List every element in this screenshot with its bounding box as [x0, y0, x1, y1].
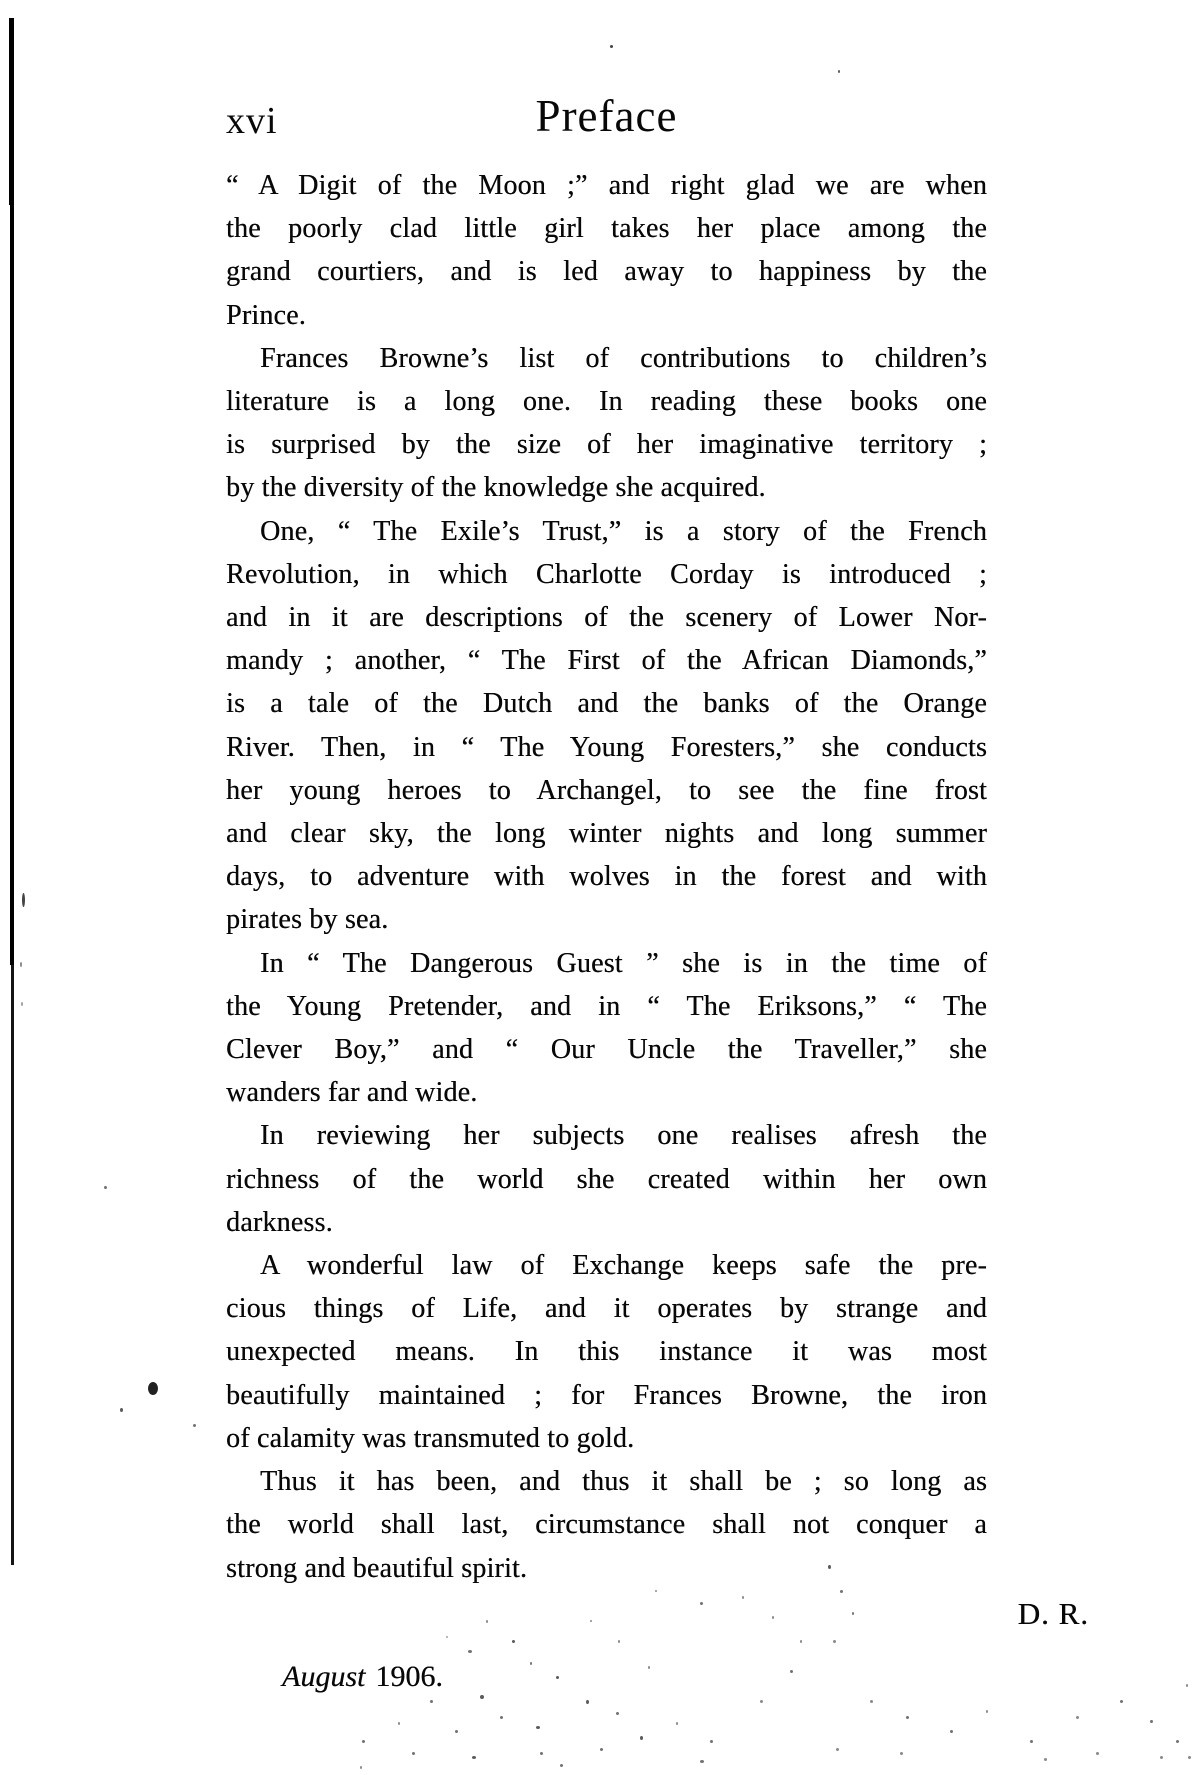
- dateline-year: 1906.: [375, 1660, 443, 1693]
- noise-speck: [412, 1752, 415, 1755]
- noise-speck: [710, 1740, 713, 1743]
- noise-speck: [840, 1590, 843, 1593]
- text-line: One, “ The Exile’s Trust,” is a story of the French: [260, 515, 987, 547]
- text-line: the poorly clad little girl takes her place among the: [226, 213, 987, 245]
- noise-speck: [1188, 1756, 1191, 1759]
- text-line: River. Then, in “ The Young Foresters,” she conducts: [226, 731, 987, 763]
- text-line: literature is a long one. In reading these books one: [226, 386, 987, 418]
- text-line: A wonderful law of Exchange keeps safe the pre-: [260, 1250, 987, 1282]
- text-line: In “ The Dangerous Guest ” she is in the time of: [260, 947, 987, 979]
- noise-speck: [590, 1620, 592, 1622]
- noise-speck: [446, 1636, 448, 1638]
- noise-speck: [20, 962, 22, 967]
- text-line: Prince.: [226, 299, 306, 331]
- text-line: Frances Browne’s list of contributions to children’s: [260, 342, 987, 374]
- text-line: days, to adventure with wolves in the forest and with: [226, 861, 987, 893]
- noise-speck: [618, 1640, 620, 1643]
- text-line: grand courtiers, and is led away to happiness by the: [226, 256, 987, 288]
- noise-speck: [22, 893, 25, 907]
- page-title: Preface: [535, 91, 678, 141]
- noise-speck: [772, 1616, 774, 1619]
- text-line: Clever Boy,” and “ Our Uncle the Traveller,” she: [226, 1034, 987, 1066]
- noise-speck: [120, 1408, 123, 1412]
- noise-speck: [362, 1740, 365, 1743]
- noise-speck: [790, 1670, 793, 1673]
- noise-speck: [870, 1700, 873, 1703]
- text-line: unexpected means. In this instance it was most: [226, 1336, 987, 1368]
- noise-speck: [836, 1748, 839, 1751]
- noise-speck: [648, 1666, 650, 1669]
- text-line: mandy ; another, “ The First of the African Diamonds,”: [226, 645, 987, 677]
- noise-speck: [468, 1650, 472, 1653]
- text-line: beautifully maintained ; for Frances Browne, the iron: [226, 1379, 987, 1411]
- noise-speck: [1176, 1740, 1179, 1743]
- noise-speck: [1044, 1758, 1047, 1761]
- noise-speck: [486, 1620, 488, 1623]
- preface-text: [226, 164, 987, 1590]
- noise-speck: [742, 1596, 744, 1599]
- noise-speck: [700, 1760, 704, 1763]
- noise-speck: [556, 1676, 559, 1679]
- text-line: of calamity was transmuted to gold.: [226, 1422, 635, 1454]
- noise-speck: [540, 1752, 543, 1755]
- noise-speck: [900, 1752, 903, 1755]
- noise-speck: [104, 1186, 107, 1189]
- noise-speck: [616, 1712, 619, 1715]
- noise-speck: [530, 1662, 532, 1665]
- page-number: xvi: [226, 100, 278, 142]
- noise-speck: [838, 70, 840, 73]
- text-line: by the diversity of the knowledge she acquired.: [226, 472, 766, 504]
- noise-speck: [610, 45, 613, 48]
- scan-gutter-line: [9, 18, 14, 205]
- noise-speck: [833, 1640, 836, 1643]
- noise-speck: [906, 1716, 909, 1719]
- text-line: the world shall last, circumstance shall not conquer a: [226, 1509, 987, 1541]
- text-line: is surprised by the size of her imaginative territory ;: [226, 429, 987, 461]
- noise-speck: [430, 1700, 433, 1703]
- noise-speck: [360, 1766, 362, 1769]
- noise-speck: [500, 1716, 503, 1719]
- noise-speck: [700, 1602, 703, 1605]
- noise-speck: [148, 1382, 158, 1395]
- text-line: Thus it has been, and thus it shall be ; so long as: [260, 1466, 987, 1498]
- noise-speck: [760, 1700, 763, 1703]
- noise-speck: [21, 1002, 23, 1006]
- text-line: and clear sky, the long winter nights and long summer: [226, 818, 987, 850]
- dateline: [282, 1660, 443, 1694]
- text-line: wanders far and wide.: [226, 1077, 478, 1109]
- dateline-month: August: [282, 1660, 366, 1693]
- noise-speck: [828, 1565, 831, 1569]
- noise-speck: [852, 1612, 854, 1615]
- text-line: “ A Digit of the Moon ;” and right glad we are when: [226, 170, 987, 201]
- text-line: darkness.: [226, 1206, 333, 1238]
- noise-speck: [586, 1700, 589, 1704]
- noise-speck: [472, 1756, 476, 1759]
- noise-speck: [1150, 1720, 1153, 1723]
- text-line: and in it are descriptions of the scenery of Lower Nor-: [226, 602, 987, 634]
- noise-speck: [536, 1726, 540, 1729]
- text-line: strong and beautiful spirit.: [226, 1552, 528, 1584]
- noise-speck: [193, 1424, 196, 1427]
- noise-speck: [1096, 1752, 1099, 1755]
- noise-speck: [676, 1722, 678, 1725]
- noise-speck: [655, 1590, 657, 1592]
- text-line: her young heroes to Archangel, to see the fine frost: [226, 774, 987, 806]
- text-line: pirates by sea.: [226, 904, 389, 936]
- scan-gutter-line: [10, 203, 14, 965]
- noise-speck: [1076, 1716, 1079, 1719]
- noise-speck: [800, 1640, 802, 1643]
- noise-speck: [1030, 1740, 1033, 1743]
- text-line: richness of the world she created within her own: [226, 1163, 987, 1195]
- noise-speck: [512, 1640, 515, 1643]
- noise-speck: [455, 1730, 458, 1733]
- noise-speck: [560, 1764, 563, 1767]
- noise-speck: [480, 1695, 484, 1699]
- signature-initials: D. R.: [1017, 1596, 1089, 1631]
- noise-speck: [1120, 1700, 1123, 1703]
- text-line: In reviewing her subjects one realises afresh the: [260, 1120, 987, 1152]
- text-line: the Young Pretender, and in “ The Eriksons,” “ The: [226, 990, 987, 1022]
- text-line: cious things of Life, and it operates by strange and: [226, 1293, 987, 1325]
- text-line: Revolution, in which Charlotte Corday is introduced ;: [226, 558, 987, 590]
- noise-speck: [986, 1710, 988, 1713]
- noise-speck: [1186, 1684, 1188, 1687]
- noise-speck: [1160, 1756, 1163, 1759]
- noise-speck: [640, 1736, 643, 1740]
- text-line: is a tale of the Dutch and the banks of the Orange: [226, 688, 987, 720]
- noise-speck: [398, 1722, 400, 1725]
- noise-speck: [600, 1748, 603, 1751]
- page-header: [226, 90, 987, 150]
- scan-gutter-line: [11, 963, 14, 1565]
- noise-speck: [950, 1730, 953, 1733]
